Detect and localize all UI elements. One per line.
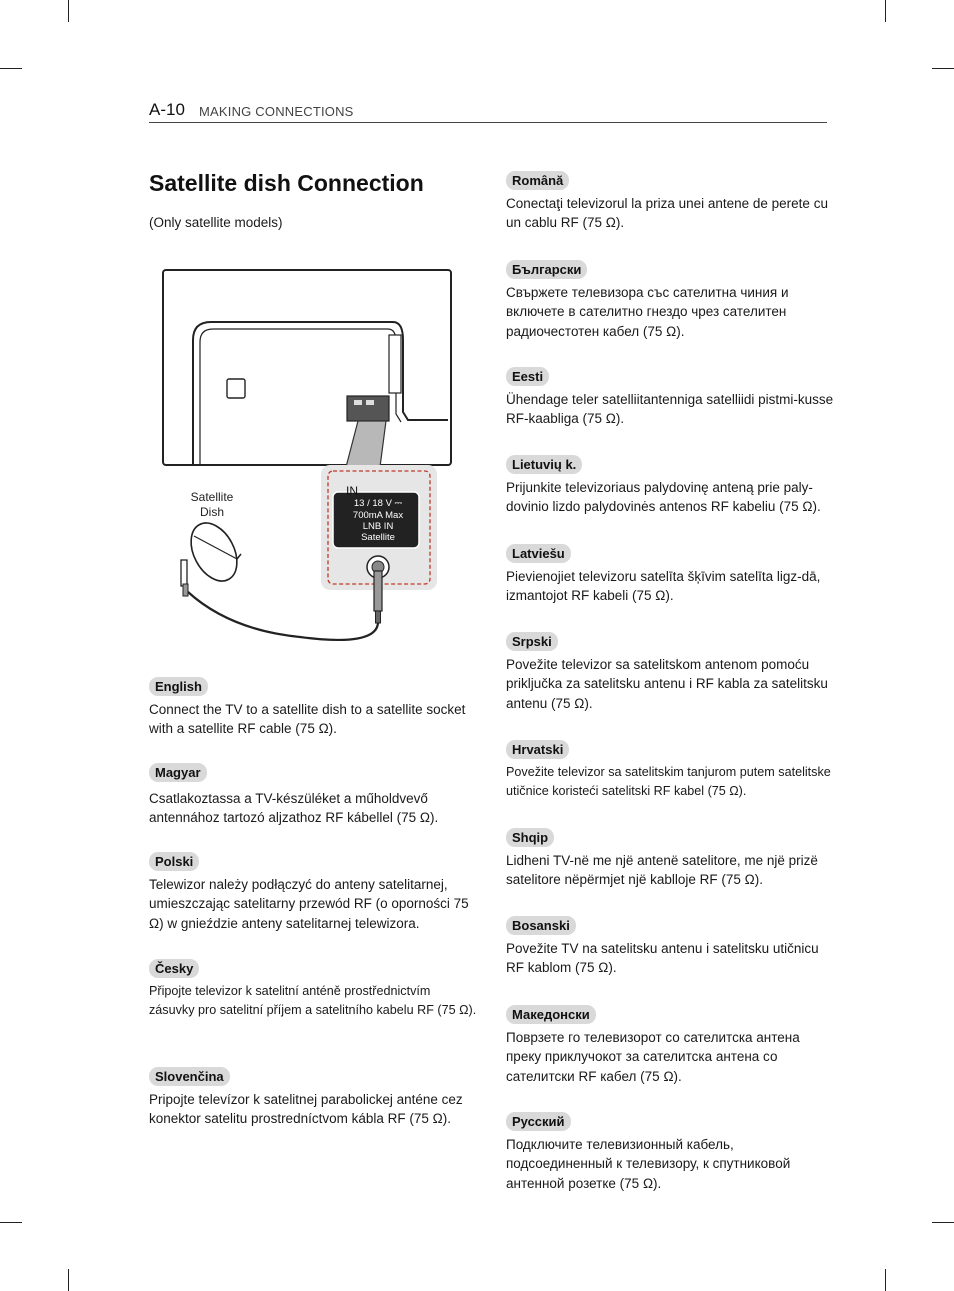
lang-badge: Lietuvių k. [506, 455, 582, 474]
lang-text: Подключите телевизионный кабель, подсоединенный к телевизору, к спутниковой антенной розетке (75 Ω). [506, 1137, 791, 1191]
lang-block-shqip [506, 828, 834, 890]
lang-badge: Русский [506, 1112, 571, 1131]
lang-block-eesti [506, 367, 834, 429]
lang-block-bulgarian [506, 260, 834, 341]
port-lnb: LNB IN [362, 521, 394, 532]
lang-text: Conectaţi televizorul la priza unei antene de perete cu un cablu RF (75 Ω). [506, 196, 828, 231]
lang-text: Pievienojiet televizoru satelīta šķīvim satelīta ligz-dā, izmantojot RF kabeli (75 Ω). [506, 569, 821, 604]
lang-text: Připojte televizor k satelitní anténě prostřednictvím zásuvky pro satelitní příjem a satelitního kabelu RF (75 Ω). [149, 984, 477, 1018]
lang-block-cesky [149, 959, 477, 1021]
crop-mark [68, 0, 69, 22]
lang-block-hrvatski [506, 740, 834, 802]
lang-block-lietuviu [506, 455, 834, 517]
tv-back [163, 270, 451, 465]
port-satellite: Satellite [361, 532, 395, 543]
crop-mark [0, 68, 22, 69]
lang-block-bosanski [506, 916, 834, 978]
crop-mark [932, 1222, 954, 1223]
lang-badge: Srpski [506, 632, 558, 651]
lang-block-magyar [149, 763, 477, 828]
lang-block-russkiy [506, 1112, 834, 1193]
lang-text: Pripojte televízor k satelitnej parabolickej anténe cez konektor satelitu prostredníctvom kábla RF (75 Ω). [149, 1092, 463, 1127]
port-current: 700mA Max [352, 510, 404, 521]
lang-text: Свържете телевизора със сателитна чиния и включете в сателитно гнездо чрез сателитен радиочестотен кабел (75 Ω). [506, 285, 789, 339]
lang-badge: Shqip [506, 828, 554, 847]
lang-block-polski [149, 852, 477, 933]
crop-mark [885, 1269, 886, 1291]
lang-block-srpski [506, 632, 834, 713]
crop-mark [932, 68, 954, 69]
lang-block-romana [506, 171, 834, 233]
lang-badge: Slovenčina [149, 1067, 230, 1086]
lang-text: Поврзете го телевизорот со сателитска антена преку приклучокот за сателитска антена со сателитски RF кабел (75 Ω). [506, 1030, 800, 1084]
lang-badge: Bosanski [506, 916, 576, 935]
page-number: A-10 [149, 100, 185, 119]
lang-badge: Latviešu [506, 544, 571, 563]
lang-text: Lidheni TV-në me një antenë satelitore, me një prizë satelitore nëpërmjet një kablloje RF (75 Ω). [506, 853, 818, 888]
section-title: MAKING CONNECTIONS [199, 104, 354, 119]
lang-block-english [149, 677, 477, 739]
dish-label: Satellite [190, 490, 234, 504]
lang-badge: Eesti [506, 367, 549, 386]
lang-badge: English [149, 677, 208, 696]
lang-text: Povežite televizor sa satelitskim tanjurom putem satelitske utičnice koristeći satelitski RF kabel (75 Ω). [506, 765, 831, 799]
lang-badge: Македонски [506, 1005, 596, 1024]
crop-mark [0, 1222, 22, 1223]
page-subtitle: (Only satellite models) [149, 215, 283, 230]
lang-text: Ühendage teler satelliitantenniga satelliidi pistmi-kusse RF-kaabliga (75 Ω). [506, 392, 834, 427]
lang-badge: Română [506, 171, 569, 190]
dish-label: Dish [199, 505, 225, 519]
lang-badge: Български [506, 260, 587, 279]
lang-text: Prijunkite televizoriaus palydovinę anteną prie paly-dovinio lizdo palydovinės antenos RF kabeliu (75 Ω). [506, 480, 821, 515]
port-voltage: 13 / 18 V ⎓ [353, 498, 403, 509]
lang-badge: Polski [149, 852, 199, 871]
lang-badge: Magyar [149, 763, 207, 782]
lang-text: Csatlakoztassa a TV-készüléket a műholdvevő antennához tartozó aljzathoz RF kábellel (75 Ω). [149, 791, 439, 826]
crop-mark [68, 1269, 69, 1291]
page-header [149, 100, 827, 123]
lang-block-slovencina [149, 1067, 477, 1129]
connection-diagram [150, 262, 460, 652]
lang-text: Povežite TV na satelitsku antenu i satelitsku utičnicu RF kablom (75 Ω). [506, 941, 819, 976]
page-title: Satellite dish Connection [149, 170, 424, 196]
lang-block-latviesu [506, 544, 834, 606]
lang-badge: Hrvatski [506, 740, 569, 759]
lang-text: Connect the TV to a satellite dish to a satellite socket with a satellite RF cable (75 Ω). [149, 702, 466, 737]
satellite-dish-icon [181, 515, 246, 596]
lang-badge: Česky [149, 959, 199, 978]
rf-cable [188, 592, 378, 640]
port-in-label: IN [346, 484, 358, 498]
lang-block-makedonski [506, 1005, 834, 1086]
lang-text: Telewizor należy podłączyć do anteny satelitarnej, umieszczając satelitarny przewód RF (o oporności 75 Ω) w gnieździe anteny satelitarnej telewizora. [149, 877, 469, 931]
crop-mark [885, 0, 886, 22]
lang-text: Povežite televizor sa satelitskom antenom pomoću priključka za satelitsku antenu i RF kabla za satelitsku antenu (75 Ω). [506, 657, 828, 711]
